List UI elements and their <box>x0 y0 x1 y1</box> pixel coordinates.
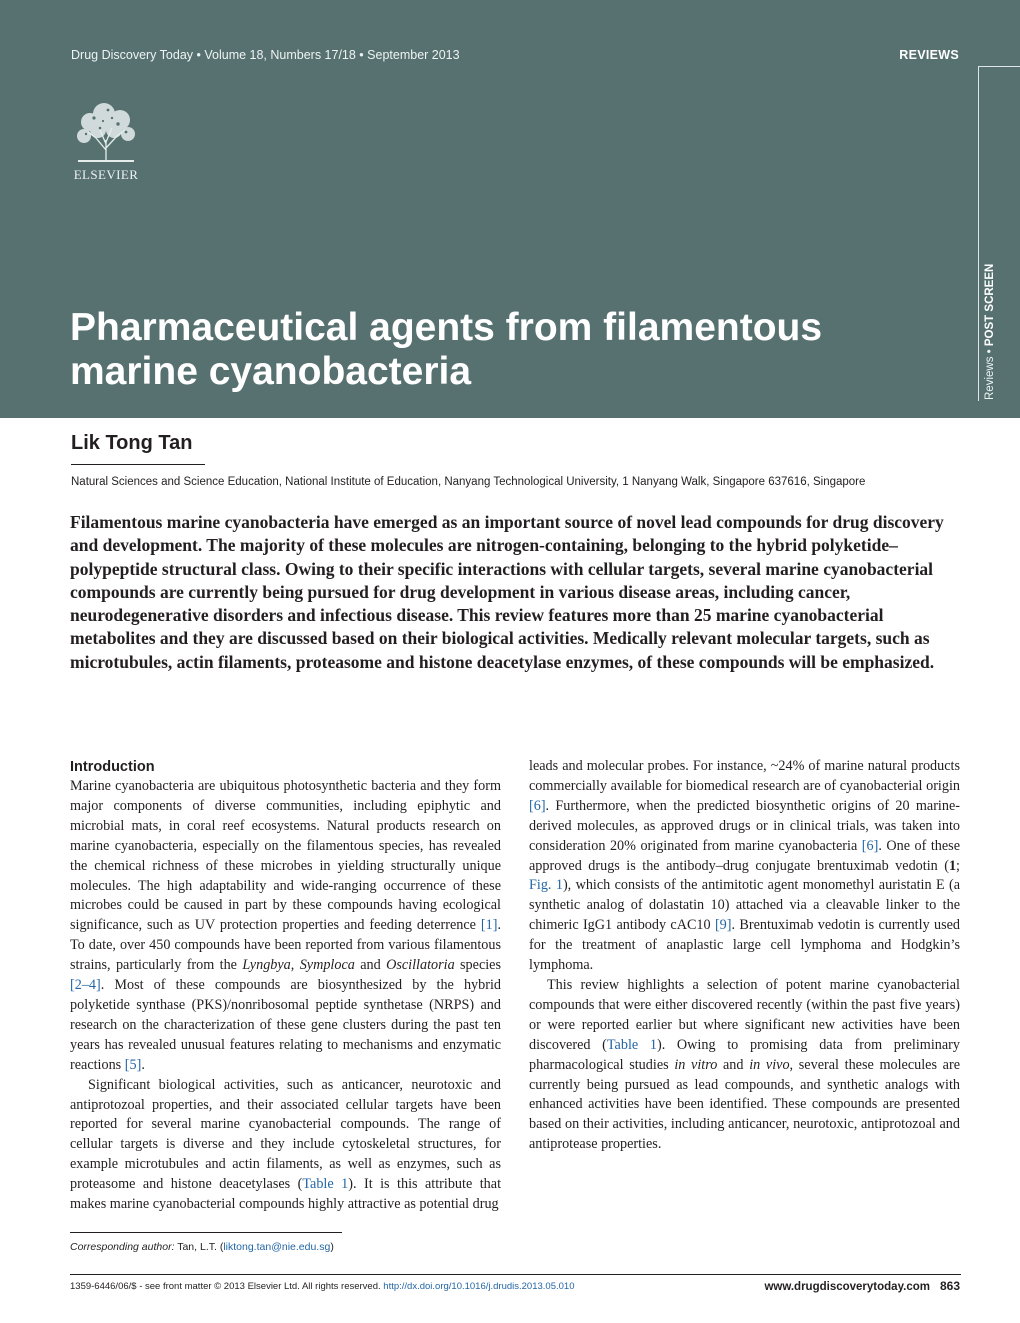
citation-link[interactable]: [1] <box>480 917 498 934</box>
footnote-divider <box>70 1232 342 1233</box>
paragraph: This review highlights a selection of potent marine cyanobacterial compounds that were either discovered recently (within the past five years) or were reported earlier but where significant new activities have been discovered (Table 1). Owing to promising data from preliminary pharmacological studies in vitro and in vivo, several these molecules are currently being pursued as lead compounds, and synthetic analogs with enhanced activities have been identified. These compounds are presented based on their activities, including anticancer, neurotoxic, antiprotozoal and antiprotease properties. <box>529 976 960 1153</box>
author-name: Lik Tong Tan <box>71 432 193 454</box>
title-line: Pharmaceutical agents from filamentous <box>70 306 823 349</box>
author-email-link[interactable]: liktong.tan@nie.edu.sg <box>223 1241 331 1253</box>
citation-link[interactable]: [6] <box>529 797 546 814</box>
footer-copyright: 1359-6446/06/$ - see front matter © 2013 Elsevier Ltd. All rights reserved. http://dx.doi.org/10.1016/j.drudis.2013.05.010 <box>70 1281 575 1292</box>
paragraph: leads and molecular probes. For instance, ~24% of marine natural products commercially available for biomedical research are of cyanobacterial origin [6]. Furthermore, when the predicted biosynthetic origins of 20 marine-derived molecules, as approved drugs or in clinical trials, was taken into consideration 20% originated from marine cyanobacteria [6]. One of these approved drugs is the antibody–drug conjugate brentuximab vedotin (1; Fig. 1), which consists of the antimitotic agent monomethyl auristatin E (a synthetic analog of dolastatin 10) attached via a cleavable linker to the chimeric IgG1 antibody cAC10 [9]. Brentuximab vedotin is currently used for the treatment of anaplastic large cell lymphoma and Hodgkin’s lymphoma. <box>529 758 961 974</box>
section-tag: REVIEWS <box>899 48 959 62</box>
paragraph: Marine cyanobacteria are ubiquitous photosynthetic bacteria and they form major components of diverse communities, including epiphytic and microbial mats, in coral reef ecosystems. Natural products research on marine cyanobacteria, especially on the filamentous species, has revealed the chemical richness of these microbes in yielding structurally unique molecules. The high adaptability and wide-ranging occurrence of these microbes could be caused in part by these compounds having ecological significance, such as UV protection properties and feeding deterrence [1]. To date, over 450 compounds have been reported from various filamentous strains, particularly from the Lyngbya, Symploca and Oscillatoria species [2–4]. Most of these compounds are biosynthesized by the hybrid polyketide synthase (PKS)/nonribosomal peptide synthetase (NRPS) and research on the characterization of these gene clusters during the past ten years has revealed unusual features relating to mechanisms and enzymatic reactions [5]. <box>70 778 502 1073</box>
banner-rule <box>978 66 979 401</box>
doi-link[interactable]: http://dx.doi.org/10.1016/j.drudis.2013.05.010 <box>383 1281 575 1292</box>
footer-divider <box>70 1274 961 1275</box>
side-tab-section: POST SCREEN <box>984 263 996 347</box>
journal-website-link[interactable]: www.drugdiscoverytoday.com <box>764 1281 930 1293</box>
table-link[interactable]: Table 1 <box>606 1036 657 1053</box>
banner-rule <box>978 66 1020 67</box>
article-title <box>70 306 970 394</box>
body-column-right <box>529 757 960 1155</box>
footer-site <box>764 1279 960 1293</box>
corresponding-author-note: Corresponding author: Tan, L.T. (liktong.tan@nie.edu.sg) <box>70 1241 334 1253</box>
title-line: marine cyanobacteria <box>70 350 472 393</box>
figure-link[interactable]: Fig. <box>529 877 552 894</box>
paragraph: Significant biological activities, such as anticancer, neurotoxic and antiprotozoal properties, and their associated cellular targets have been reported for several marine cyanobacterial compounds. The range of cellular targets is diverse and they include cytoskeletal structures, for example microtubules and actin filaments, as well as enzymes, such as proteasome and histone deacetylases (Table 1). It is this attribute that makes marine cyanobacterial compounds highly attractive as potential drug <box>70 1076 502 1213</box>
section-heading-introduction: Introduction <box>70 759 155 775</box>
table-link[interactable]: Table 1 <box>302 1176 349 1193</box>
publisher-name: ELSEVIER <box>73 167 139 182</box>
citation-link[interactable]: [9] <box>714 917 732 934</box>
citation-link[interactable]: [2–4] <box>70 977 101 994</box>
citation-link[interactable]: [5] <box>124 1056 142 1073</box>
body-column-left <box>70 757 501 1215</box>
journal-citation: Drug Discovery Today • Volume 18, Numbers 17/18 • September 2013 <box>71 48 460 62</box>
footnote-label: Corresponding author: <box>70 1241 175 1253</box>
author-affiliation: Natural Sciences and Science Education, National Institute of Education, Nanyang Technological University, 1 Nanyang Walk, Singapore 637616, Singapore <box>71 476 866 488</box>
side-tab-prefix: Reviews • <box>984 349 996 400</box>
author-divider <box>71 464 205 465</box>
abstract: Filamentous marine cyanobacteria have emerged as an important source of novel lead compounds for drug discovery and development. The majority of these molecules are nitrogen-containing, belonging to the hybrid polyketide–polypeptide structural class. Owing to their specific interactions with cellular targets, several marine cyanobacterial compounds are currently being pursued for drug development in various disease areas, including cancer, neurodegenerative disorders and infectious disease. This review features more than 25 marine cyanobacterial metabolites and they are discussed based on their biological activities. Medically relevant molecular targets, such as microtubules, actin filaments, proteasome and histone deacetylase enzymes, of these compounds will be emphasized. <box>70 512 944 672</box>
figure-link[interactable]: 1 <box>551 877 563 894</box>
side-section-tab <box>984 264 996 400</box>
citation-link[interactable]: [6] <box>861 837 879 854</box>
page-number: 863 <box>939 1279 960 1293</box>
